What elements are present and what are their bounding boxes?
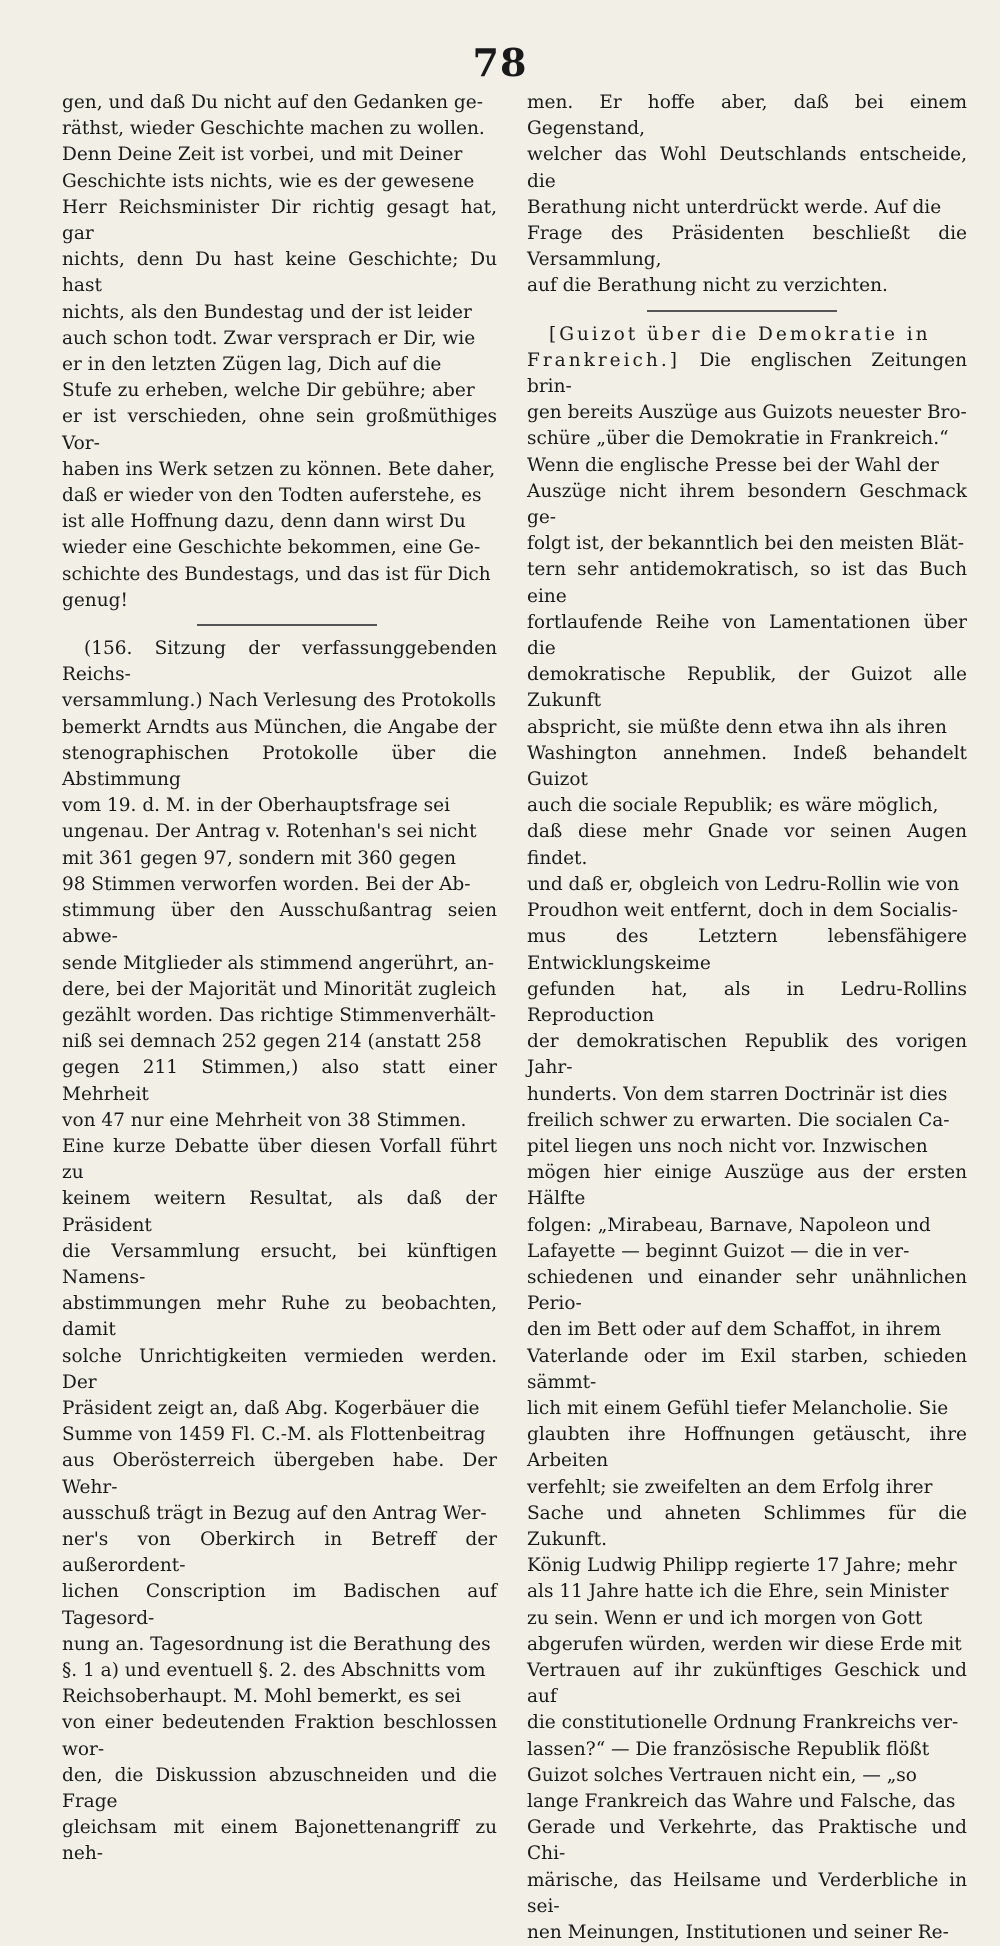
text-line: tern sehr antidemokratisch, so ist das Buch eine — [527, 559, 967, 607]
text-line: auch die sociale Republik; es wäre möglich, — [527, 795, 939, 817]
text-line: Reichsoberhaupt. M. Mohl bemerkt, es sei — [62, 1686, 461, 1708]
text-line: daß diese mehr Gnade vor seinen Augen findet. — [527, 821, 967, 869]
article-heading: [Guizot über die Demokratie in — [549, 323, 931, 345]
text-line: aus Oberösterreich übergeben habe. Der Wehr- — [62, 1450, 497, 1498]
text-line: Proudhon weit entfernt, doch in dem Socialis- — [527, 900, 958, 922]
text-line: schichte des Bundestags, und das ist für Dich — [62, 563, 491, 585]
text-line: gen bereits Auszüge aus Guizots neuester Bro- — [527, 402, 967, 424]
text-line: er in den letzten Zügen lag, Dich auf die — [62, 354, 442, 376]
text-line: stenographischen Protokolle über die Abstimmung — [62, 742, 497, 791]
text-line: von 47 nur eine Mehrheit von 38 Stimmen. — [62, 1109, 467, 1131]
text-line: Wenn die englische Presse bei der Wahl der — [527, 454, 939, 476]
text-line: bemerkt Arndts aus München, die Angabe der — [62, 716, 497, 738]
text-line: solche Unrichtigkeiten vermieden werden. Der — [62, 1345, 497, 1393]
text-line: ungenau. Der Antrag v. Rotenhan's sei nicht — [62, 821, 477, 843]
text-line: den im Bett oder auf dem Schaffot, in ihrem — [527, 1319, 942, 1341]
page-number: 78 — [472, 40, 528, 85]
text-line: 98 Stimmen verworfen worden. Bei der Ab- — [62, 873, 471, 895]
text-line: ausschuß trägt in Bezug auf den Antrag Wer- — [62, 1502, 487, 1524]
text-line: folgen: „Mirabeau, Barnave, Napoleon und — [527, 1214, 931, 1236]
article-heading-continued: Frankreich.] — [527, 349, 680, 371]
paragraph-debate-end — [527, 90, 967, 300]
text-line: die Versammlung ersucht, bei künftigen Namens- — [62, 1240, 497, 1288]
text-line: Stufe zu erheben, welche Dir gebühre; aber — [62, 380, 475, 402]
text-line: auf die Berathung nicht zu verzichten. — [527, 275, 888, 297]
text-line: zu sein. Wenn er und ich morgen von Gott — [527, 1607, 923, 1629]
text-line: nen Meinungen, Institutionen und seiner Re- — [527, 1922, 949, 1944]
left-column — [62, 90, 497, 1868]
text-line: König Ludwig Philipp regierte 17 Jahre; mehr — [527, 1555, 957, 1577]
text-line: abstimmungen mehr Ruhe zu beobachten, damit — [62, 1293, 497, 1341]
text-line: Gerade und Verkehrte, das Praktische und Chi- — [527, 1817, 967, 1865]
text-line: glaubten ihre Hoffnungen getäuscht, ihre Arbeiten — [527, 1424, 967, 1472]
text-line: folgt ist, der bekanntlich bei den meisten Blät- — [527, 533, 964, 555]
text-line: sende Mitglieder als stimmend angerührt, an- — [62, 952, 494, 974]
text-line: der demokratischen Republik des vorigen Jahr- — [527, 1031, 967, 1079]
text-line: lichen Conscription im Badischen auf Tagesord- — [62, 1581, 497, 1629]
text-line: daß er wieder von den Todten auferstehe, es — [62, 485, 482, 507]
text-line: abgerufen würden, werden wir diese Erde mit — [527, 1633, 962, 1655]
text-line: den, die Diskussion abzuschneiden und die Frage — [62, 1764, 497, 1812]
text-line: räthst, wieder Geschichte machen zu wollen. — [62, 118, 485, 140]
text-line: abspricht, sie müßte denn etwa ihn als ihren — [527, 716, 947, 738]
text-line: genug! — [62, 589, 128, 611]
text-line: die constitutionelle Ordnung Frankreichs ver- — [527, 1712, 959, 1734]
text-line: wieder eine Geschichte bekommen, eine Ge- — [62, 537, 481, 559]
text-line: gefunden hat, als in Ledru-Rollins Reproduction — [527, 978, 967, 1026]
text-line: demokratische Republik, der Guizot alle Zukunft — [527, 664, 967, 712]
text-line: Washington annehmen. Indeß behandelt Guizot — [527, 742, 967, 791]
text-line: und daß er, obgleich von Ledru-Rollin wie von — [527, 873, 960, 895]
text-line: ist alle Hoffnung dazu, denn dann wirst Du — [62, 511, 466, 533]
text-line: Vertrauen auf ihr zukünftiges Geschick und auf — [527, 1659, 967, 1708]
text-line: mit 361 gegen 97, sondern mit 360 gegen — [62, 847, 457, 869]
text-line: Denn Deine Zeit ist vorbei, und mit Deiner — [62, 144, 463, 166]
paragraph-reichsversammlung — [62, 636, 497, 1868]
text-line: freilich schwer zu erwarten. Die socialen Ca- — [527, 1109, 950, 1131]
text-line: niß sei demnach 252 gegen 214 (anstatt 258 — [62, 1031, 482, 1053]
text-line: Summe von 1459 Fl. C.-M. als Flottenbeitrag — [62, 1424, 486, 1446]
text-line: Präsident zeigt an, daß Abg. Kogerbäuer die — [62, 1397, 480, 1419]
right-column — [527, 90, 967, 1946]
text-line: mus des Letztern lebensfähigere Entwicklungskeime — [527, 926, 967, 974]
text-line: pitel liegen uns noch nicht vor. Inzwischen — [527, 1135, 928, 1157]
text-line: Sache und ahneten Schlimmes für die Zukunft. — [527, 1502, 967, 1550]
text-line: §. 1 a) und eventuell §. 2. des Abschnitts vom — [62, 1659, 486, 1681]
text-line: vom 19. d. M. in der Oberhauptsfrage sei — [62, 795, 451, 817]
text-line: auch schon todt. Zwar versprach er Dir, wie — [62, 327, 476, 349]
text-line: fortlaufende Reihe von Lamentationen über die — [527, 611, 967, 660]
text-line: mögen hier einige Auszüge aus der ersten Hälfte — [527, 1162, 967, 1210]
text-line: ner's von Oberkirch in Betreff der außerordent- — [62, 1528, 497, 1577]
section-divider — [197, 624, 377, 626]
text-line: er ist verschieden, ohne sein großmüthiges Vor- — [62, 406, 497, 454]
text-line: hunderts. Von dem starren Doctrinär ist dies — [527, 1083, 948, 1105]
text-line: Guizot solches Vertrauen nicht ein, — „so — [527, 1764, 917, 1786]
text-line: lassen?“ — Die französische Republik flößt — [527, 1738, 930, 1760]
text-line: märische, das Heilsame und Verderbliche in sei- — [527, 1869, 967, 1917]
text-line: schüre „über die Demokratie in Frankreich.“ — [527, 428, 949, 450]
text-line: (156. Sitzung der verfassunggebenden Reichs- — [62, 638, 497, 686]
text-line: welcher das Wohl Deutschlands entscheide, die — [527, 144, 967, 192]
text-line: gleichsam mit einem Bajonettenangriff zu neh- — [62, 1817, 497, 1865]
text-line: gezählt worden. Das richtige Stimmenverhält- — [62, 1004, 497, 1026]
text-line: von einer bedeutenden Fraktion beschlossen wor- — [62, 1712, 497, 1760]
text-line: haben ins Werk setzen zu können. Bete daher, — [62, 458, 496, 480]
text-line: nichts, als den Bundestag und der ist leider — [62, 301, 472, 323]
text-line: dere, bei der Majorität und Minorität zugleich — [62, 978, 497, 1000]
text-line: Auszüge nicht ihrem besondern Geschmack ge- — [527, 480, 967, 529]
text-line: verfehlt; sie zweifelten an dem Erfolg ihrer — [527, 1476, 933, 1498]
text-line: schiedenen und einander sehr unähnlichen Perio- — [527, 1266, 967, 1315]
text-line: Eine kurze Debatte über diesen Vorfall führt zu — [62, 1135, 497, 1184]
text-line: Berathung nicht unterdrückt werde. Auf die — [527, 196, 942, 218]
section-divider — [647, 310, 837, 312]
text-line: Geschichte ists nichts, wie es der gewesene — [62, 170, 475, 192]
text-line: nichts, denn Du hast keine Geschichte; Du hast — [62, 249, 497, 297]
text-line: versammlung.) Nach Verlesung des Protokolls — [62, 690, 497, 712]
text-fragment: Die englischen Zeitungen brin- — [527, 349, 967, 398]
text-line: gen, und daß Du nicht auf den Gedanken ge- — [62, 92, 483, 113]
text-line: stimmung über den Ausschußantrag seien abwe- — [62, 900, 497, 948]
text-line: men. Er hoffe aber, daß bei einem Gegenstand, — [527, 92, 967, 140]
text-line: Lafayette — beginnt Guizot — die in ver- — [527, 1240, 910, 1262]
text-line: lich mit einem Gefühl tiefer Melancholie. Sie — [527, 1397, 949, 1419]
paragraph-letter-conclusion — [62, 90, 497, 614]
text-line: gegen 211 Stimmen,) also statt einer Mehrheit — [62, 1057, 497, 1105]
article-guizot — [527, 322, 967, 1946]
text-line: lange Frankreich das Wahre und Falsche, das — [527, 1791, 956, 1812]
text-line: nung an. Tagesordnung ist die Berathung des — [62, 1633, 491, 1655]
text-line: Herr Reichsminister Dir richtig gesagt hat, gar — [62, 196, 497, 245]
text-line: als 11 Jahre hatte ich die Ehre, sein Minister — [527, 1581, 949, 1603]
text-line — [527, 348, 967, 400]
text-line: Frage des Präsidenten beschließt die Versammlung, — [527, 223, 967, 271]
text-line: Vaterlande oder im Exil starben, schieden sämmt- — [527, 1345, 967, 1393]
text-line: keinem weitern Resultat, als daß der Präsident — [62, 1188, 497, 1236]
